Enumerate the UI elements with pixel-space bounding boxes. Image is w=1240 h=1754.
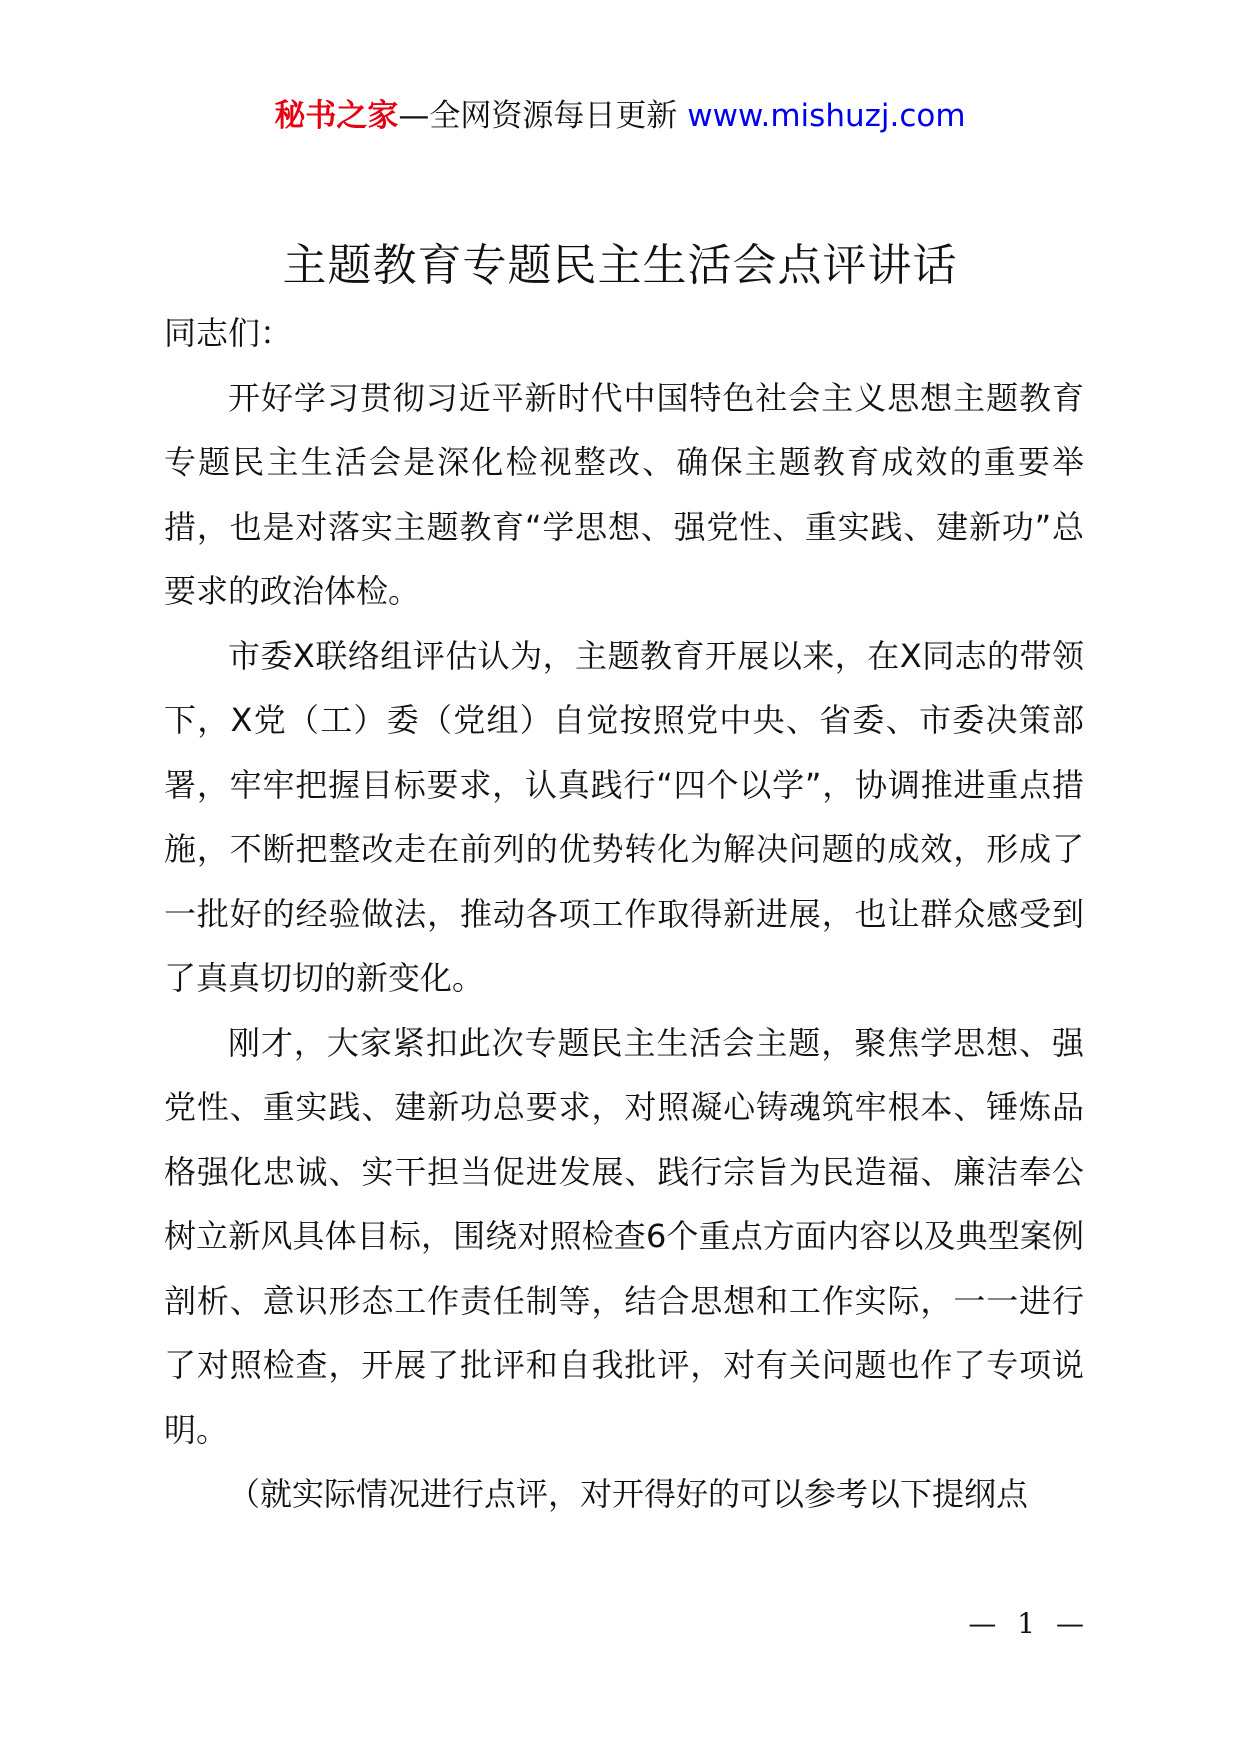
paragraph: （就实际情况进行点评，对开得好的可以参考以下提纲点 xyxy=(228,1475,1029,1513)
paragraph: 市委X联络组评估认为，主题教育开展以来，在X同志的带领下，X党（工）委（党组）自觉按照党中央、省委、市委决策部署，牢牢把握目标要求，认真践行“四个以学”，协调推进重点措施，不断把整改走在前列的优势转化为解决问题的成效，形成了一批好的经验做法，推动各项工作取得新进展，也让群众感受到了真真切切的新变化。 xyxy=(164,636,1084,997)
website-link[interactable]: www.mishuzj.com xyxy=(687,98,966,134)
paragraph: 刚才，大家紧扣此次专题民主生活会主题，聚焦学思想、强党性、重实践、建新功总要求，对照凝心铸魂筑牢根本、锤炼品格强化忠诚、实干担当促进发展、践行宗旨为民造福、廉洁奉公树立新风具体目标，围绕对照检查6个重点方面内容以及典型案例剖析、意识形态工作责任制等，结合思想和工作实际，一一进行了对照检查，开展了批评和自我批评，对有关问题也作了专项说明。 xyxy=(164,1023,1084,1449)
brand-name: 秘书之家 xyxy=(274,98,399,134)
page-number: — 1 — xyxy=(968,1607,1090,1640)
paragraph: 开好学习贯彻习近平新时代中国特色社会主义思想主题教育专题民主生活会是深化检视整改、确保主题教育成效的重要举措，也是对落实主题教育“学思想、强党性、重实践、建新功”总要求的政治体检。 xyxy=(164,378,1084,610)
document-title: 主题教育专题民主生活会点评讲话 xyxy=(282,240,958,291)
header-tagline: —全网资源每日更新 xyxy=(398,98,678,134)
document-body xyxy=(164,301,1084,1527)
salutation: 同志们： xyxy=(164,314,293,352)
site-header xyxy=(0,96,1240,136)
